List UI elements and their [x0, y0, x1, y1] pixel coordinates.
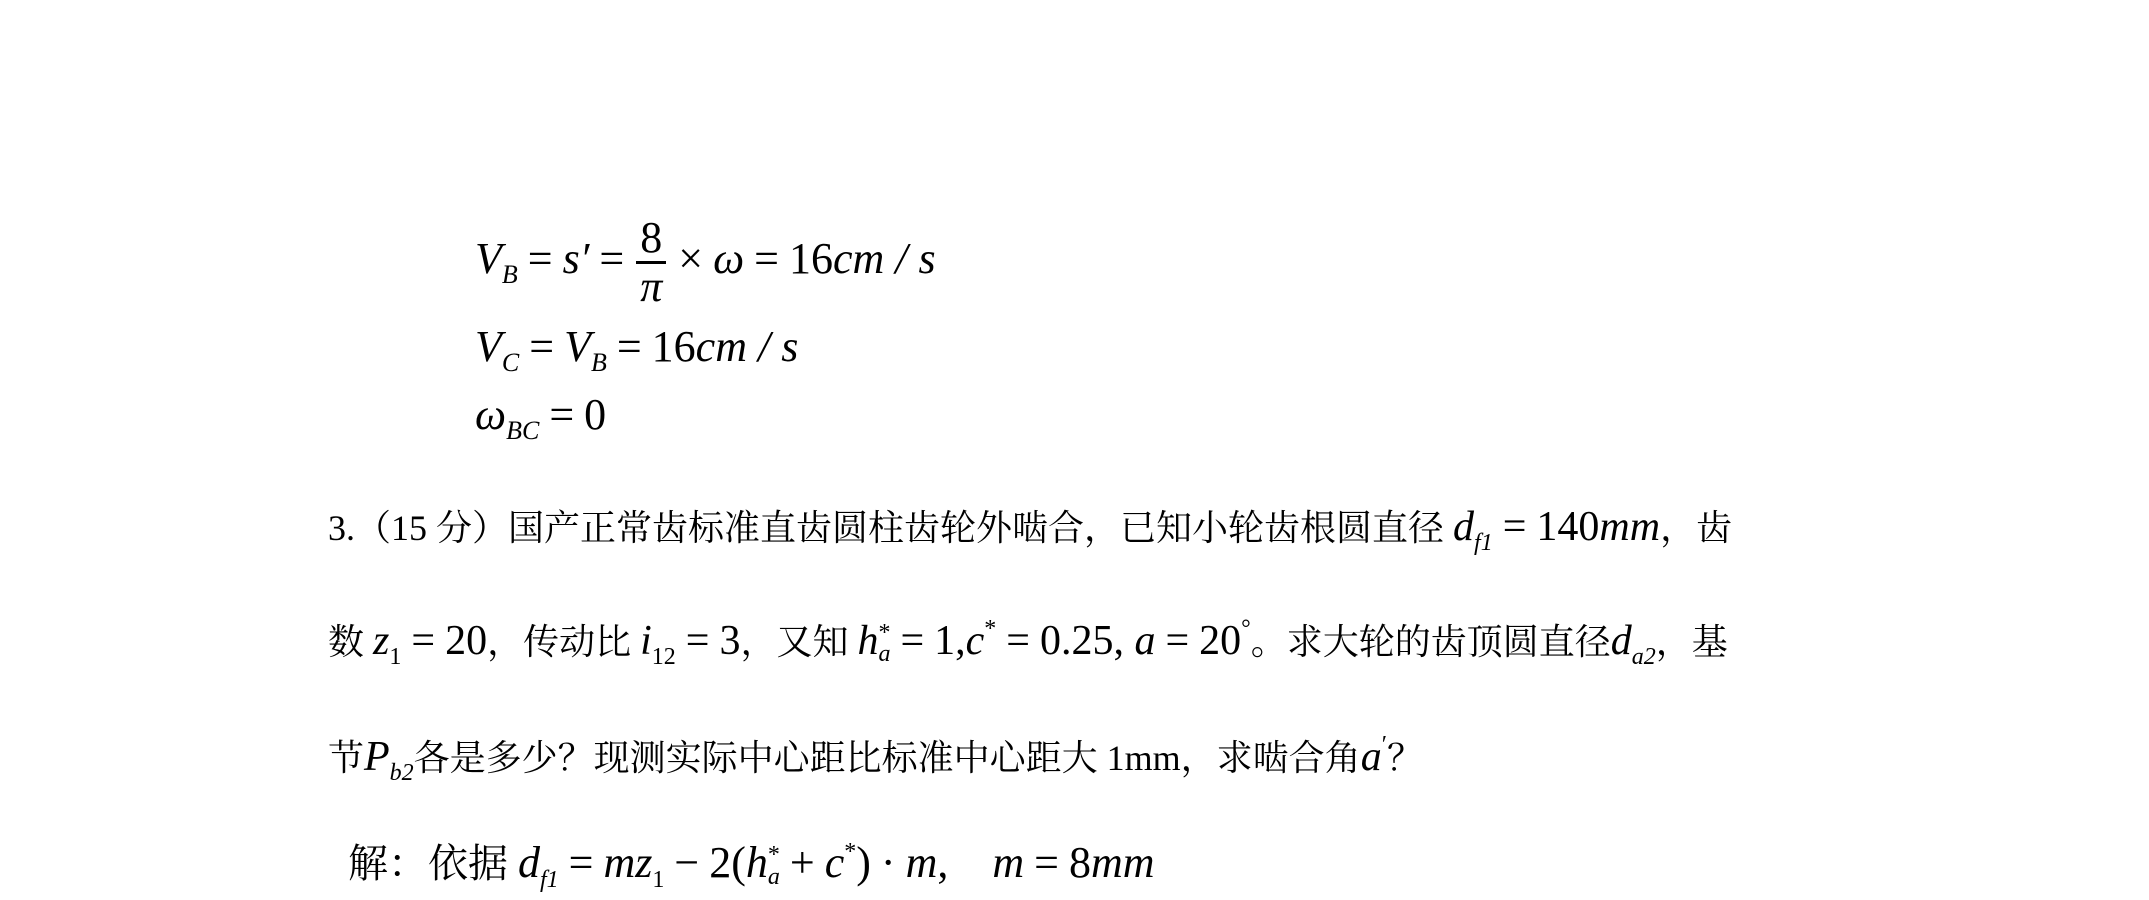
eq-omega-lhs-sub: BC: [506, 416, 540, 445]
solution-m-value: 8: [1068, 838, 1091, 887]
eq-vc-rhs: V: [564, 322, 591, 371]
eq-vb-denominator: π: [640, 262, 663, 312]
equation-vc: $V_C = V_B = 16cm / s$: [475, 322, 799, 377]
pb2-sub: b2: [389, 760, 414, 786]
eq-vc-unit: cm / s: [695, 322, 799, 371]
problem-line-2: 数 $z_1 = 20$，传动比 $i_{12} = 3$，又知 h * a = 1,c* = 0.25, a = 20°。求大轮的齿顶圆直径$d_{a2}$，基: [328, 616, 1728, 670]
eq-vb-unit: cm / s: [832, 233, 936, 283]
problem-line1-tail: ，齿: [1660, 508, 1733, 548]
problem-line1-text: 国产正常齿标准直齿圆柱齿轮外啮合，已知小轮齿根圆直径: [508, 508, 1445, 548]
eq-omega-result: 0: [584, 390, 607, 439]
problem-line2-start: 数: [328, 622, 365, 662]
alpha-value: 20: [1199, 618, 1242, 664]
df1-var: d: [1453, 504, 1475, 550]
problem-line2-tail: ，基: [1655, 622, 1728, 662]
problem-line3-start: 节: [328, 738, 365, 778]
c-var: c: [965, 618, 985, 664]
problem-line3-text: 各是多少？现测实际中心距比标准中心距大 1mm，求啮合角: [413, 738, 1361, 778]
eq-vb-lhs-sub: B: [501, 259, 518, 289]
df1-value: 140: [1536, 504, 1600, 550]
eq-vb-numerator: 8: [636, 215, 666, 264]
z1-var: z: [373, 618, 390, 664]
z1-sub: 1: [389, 644, 402, 670]
eq-vc-rhs-sub: B: [590, 348, 607, 377]
problem-line-1: 3.（15 分）国产正常齿标准直齿圆柱齿轮外啮合，已知小轮齿根圆直径 $d_{f1} = 140mm$，齿: [328, 504, 1733, 556]
pb2-var: P: [364, 734, 390, 780]
eq-omega-lhs: ω: [475, 390, 507, 439]
da2-sub: a2: [1631, 644, 1656, 670]
eq-vb-result: 16: [788, 233, 833, 283]
z1-value: 20: [445, 618, 488, 664]
eq-vc-lhs: V: [475, 322, 502, 371]
problem-points: （15 分）: [355, 508, 509, 548]
problem-line3-tail: ？: [1386, 738, 1423, 778]
equation-omega-bc: $\omega_{BC} = 0$: [475, 390, 607, 445]
da2-var: d: [1610, 618, 1632, 664]
eq-vb-omega: ω: [713, 233, 745, 283]
ha-sub: a: [878, 641, 891, 668]
eq-vc-lhs-sub: C: [501, 348, 520, 377]
alpha-var: a: [1134, 618, 1156, 664]
eq-vb-lhs: V: [475, 233, 502, 283]
i12-sub: 12: [651, 644, 676, 670]
i12-value: 3: [719, 618, 741, 664]
ask-text: 。求大轮的齿顶圆直径: [1250, 622, 1611, 662]
solution-lhs-sub: f1: [540, 867, 559, 893]
eq-vc-result: 16: [651, 322, 696, 371]
known-text: ，又知: [740, 622, 849, 662]
alpha-prime-var: a: [1360, 734, 1382, 780]
solution-label: 解：依据: [348, 841, 508, 886]
i12-var: i: [640, 618, 652, 664]
solution-line: 解：依据 $d_{f1} = mz_1 - 2(h$ * a + c*) · m, m = 8mm: [348, 838, 1155, 893]
df1-sub: f1: [1474, 530, 1493, 556]
eq-vb-fraction: [636, 215, 666, 310]
problem-line-3: 节$P_{b2}$各是多少？现测实际中心距比标准中心距大 1mm，求啮合角a′？: [328, 732, 1423, 786]
solution-lhs-var: d: [518, 838, 540, 887]
ratio-text: ，传动比: [487, 622, 632, 662]
problem-number: 3.: [328, 508, 355, 548]
ha-value: 1,: [934, 618, 966, 664]
c-value: 0.25,: [1039, 618, 1124, 664]
ha-var: h: [857, 618, 879, 664]
eq-vb-s: s′: [562, 233, 590, 283]
df1-unit: mm: [1599, 504, 1661, 550]
equation-vb: $V_B = s'$ = $\frac{8}{\pi}$ × ω = 16cm / s: [475, 213, 936, 312]
